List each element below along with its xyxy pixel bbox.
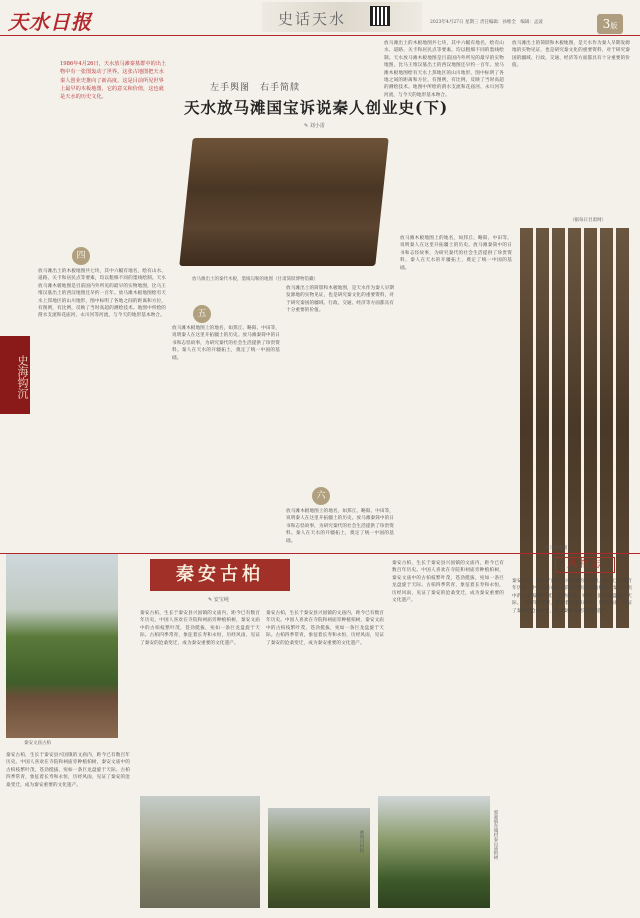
article-body-col4b: 放马滩木板地图上的地名，如邽丘、略阳、中田等，说明秦人在这里开拓疆土的历史。放马滩秦简中的日书和志怪故事，为研究秦代的社会生活提供了珍贵资料。秦人在天水的开疆拓土，奠定了统一中国的基础。 — [400, 236, 512, 271]
section-badge-4: 四 — [72, 247, 90, 265]
article-body-col2: 放马滩木板地图上的地名，如邽丘、略阳、中田等，说明秦人在这里开拓疆土的历史。放马滩秦简中的日书和志怪故事，为研究秦代的社会生活提供了珍贵资料。秦人在天水的开疆拓土，奠定了统一中国的基础。 — [172, 326, 280, 361]
article2-author-name: 安宝纯 — [213, 597, 229, 603]
section-badge-5: 五 — [193, 305, 211, 323]
article-body-col1: 放马滩出土的木板地图共七块，其中六幅有地名，绘有山水、道路、关卡和居民点等要素，均以粗细不同的墨线绘制。天水放马滩木板地图是目前国内外所见的最早的实物地图，比马王堆汉墓出土的西汉地图还早约一百年。放马滩木板地图绘有天水上邽地区的山川地形，图中标明了各地之间的距离和方位，有图例，有比例，反映了当时高超的测绘技术。地图中所绘的渭水支流和花庙河、永川河等河流，与今天的地形基本吻合。 — [38, 269, 166, 319]
issue-date: 2023年4月27日 — [430, 20, 464, 25]
page-number: 3 — [602, 17, 611, 31]
article2-body-col1: 秦安古柏，生长于秦安县兴国镇的文庙内，距今已有数百年历史。中国人喜欢在寺院和祠庙旁种植柏树，秦安文庙中的古柏枝繁叶茂，苍劲挺拔，宛如一条巨龙盘旋于天际。古柏四季常青，象征着长寿和永恒，历经风雨，见证了秦安的沧桑变迁，成为秦安重要的文化遗产。 — [6, 753, 130, 788]
village-cypress-photo[interactable] — [268, 808, 370, 908]
author-name: 刘小雷 — [309, 123, 325, 129]
newspaper-logo[interactable]: 天水日报 — [8, 10, 92, 34]
article-body-col4: 放马滩出土的木板地图共七块，其中六幅有地名，绘有山水、道路、关卡和居民点等要素，均以粗细不同的墨线绘制。天水放马滩木板地图是目前国内外所见的最早的实物地图，比马王堆汉墓出土的西汉地图还早约一百年。放马滩木板地图绘有天水上邽地区的山川地形，图中标明了各地之间的距离和方位，有图例，有比例，反映了当时高超的测绘技术。地图中所绘的渭水支流和花庙河、永川河等河流，与今天的地形基本吻合。 — [384, 41, 504, 98]
article2-author: ✎ 安宝纯 — [208, 597, 229, 603]
article-subtitle: 左手舆图 右手简牍 — [210, 83, 301, 93]
page-suffix: 版 — [610, 22, 618, 30]
column-title: 史话天水 — [278, 10, 347, 28]
mountain-photo[interactable] — [140, 796, 260, 908]
article2-body-col3: 秦安古柏，生长于秦安县兴国镇的文庙内，距今已有数百年历史。中国人喜欢在寺院和祠庙旁种植柏树，秦安文庙中的古柏枝繁叶茂，苍劲挺拔，宛如一条巨龙盘旋于天际。古柏四季常青，象征着长寿和永恒，历经风雨，见证了秦安的沧桑变迁，成为秦安重要的文化遗产。 — [266, 611, 384, 646]
article2-body-col2: 秦安古柏，生长于秦安县兴国镇的文庙内，距今已有数百年历史。中国人喜欢在寺院和祠庙旁种植柏树，秦安文庙中的古柏枝繁叶茂，苍劲挺拔，宛如一条巨龙盘旋于天际。古柏四季常青，象征着长寿和永恒，历经风雨，见证了秦安的沧桑变迁，成为秦安重要的文化遗产。 — [140, 611, 260, 646]
article-author: ✎ 刘小雷 — [304, 123, 325, 129]
intro-text: 1986年4月26日，天水放马滩秦墓群中的出土物中有一张图轰动了世界。这张古地图把天水秦人创业史推向了新高度。这是目前所见世界上最早的木板地图，它的意义和价值，这也就是天水的历史文化。 — [60, 61, 167, 101]
article-headline[interactable]: 天水放马滩国宝诉说秦人创业史(下) — [184, 98, 449, 117]
page-number-badge — [597, 14, 623, 34]
section-badge-6: 六 — [312, 487, 330, 505]
issue-editor: 责任编辑：孙维全 编辑：孟波 — [479, 20, 543, 25]
article-body-col5: 放马滩出土的简牍和木板地图，是天水作为秦人早期发源地的实物见证，也是研究秦文化的重要资料，对于研究秦国的疆域、行政、交通、经济等方面都具有十分重要的价值。 — [512, 41, 630, 69]
article2-body-col4: 秦安古柏，生长于秦安县兴国镇的文庙内，距今已有数百年历史。中国人喜欢在寺院和祠庙旁种植柏树，秦安文庙中的古柏枝繁叶茂，苍劲挺拔，宛如一条巨龙盘旋于天际。古柏四季常青，象征着长寿和永恒，历经风雨，见证了秦安的沧桑变迁，成为秦安重要的文化遗产。 — [392, 561, 504, 604]
article-body-col3b: 放马滩木板地图上的地名，如邽丘、略阳、中田等，说明秦人在这里开拓疆土的历史。放马滩秦简中的日书和志怪故事，为研究秦代的社会生活提供了珍贵资料。秦人在天水的开疆拓土，奠定了统一中国的基础。 — [286, 509, 394, 544]
article2-title[interactable]: 秦安古柏 — [150, 559, 290, 591]
vertical-column-title: 史海钩沉 — [0, 336, 30, 414]
qr-code-icon[interactable] — [370, 6, 390, 26]
slips-caption: 放马滩秦简 — [545, 546, 568, 551]
issue-weekday: 星期三 — [464, 20, 479, 25]
temple-photo-caption: 秦安文庙古柏 — [24, 741, 51, 746]
wooden-map-image[interactable] — [179, 138, 388, 266]
village-photo-caption: 神明川村柏 — [359, 830, 364, 853]
article2-body-col5: 秦安古柏，生长于秦安县兴国镇的文庙内，距今已有数百年历史。中国人喜欢在寺院和祠庙旁种植柏树，秦安文庙中的古柏枝繁叶茂，苍劲挺拔，宛如一条巨龙盘旋于天际。古柏四季常青，象征着长寿和永恒，历经风雨，见证了秦安的沧桑变迁，成为秦安重要的文化遗产。 — [512, 579, 632, 614]
temple-photo-caption-2: 郭嘉镇东城村泰山庙柏树 — [493, 810, 498, 860]
fengwu-label: 风物志 — [555, 557, 615, 573]
temple-cypress-photo-2[interactable] — [378, 796, 490, 908]
map-caption: 放马滩出土的秦代木板，墨线勾勒的地图（甘肃简牍博物馆藏） — [192, 277, 318, 282]
article-body-col3: 放马滩出土的简牍和木板地图，是天水作为秦人早期发源地的实物见证，也是研究秦文化的重要资料，对于研究秦国的疆域、行政、交通、经济等方面都具有十分重要的价值。 — [286, 286, 394, 314]
temple-cypress-photo[interactable] — [6, 554, 118, 738]
source-caption: （据每日甘肃网） — [570, 218, 606, 223]
issue-meta — [430, 19, 543, 25]
